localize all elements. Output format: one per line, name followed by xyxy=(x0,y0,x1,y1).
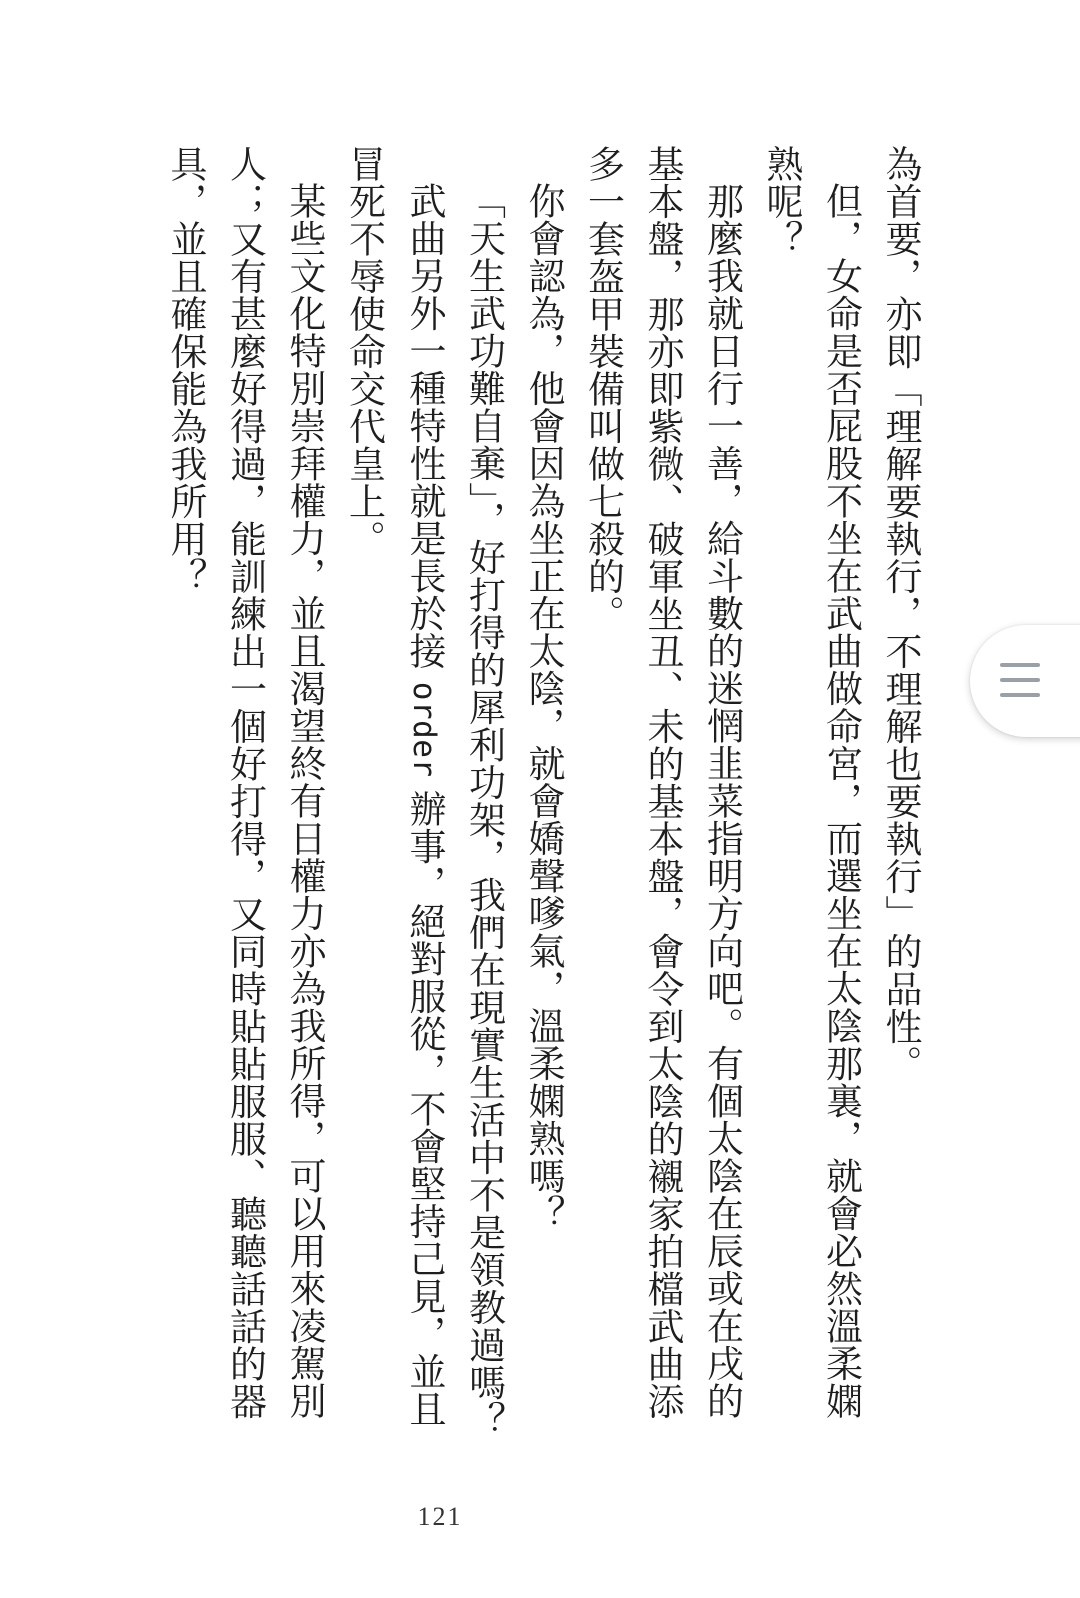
paragraph-6-part-2: 辦事，絕對服從，不會堅持己見，並且冒死不辱使命交代皇上。 xyxy=(342,145,446,1428)
paragraph-4: 你會認為，他會因為坐正在太陰，就會嬌聲嗲氣，溫柔嫻熟嗎？ xyxy=(522,182,565,1232)
body-text xyxy=(156,145,931,1445)
paragraph-6 xyxy=(334,145,454,1445)
paragraph-1: 為首要，亦即「理解要執行，不理解也要執行」的品性。 xyxy=(879,145,922,1083)
hamburger-menu-icon xyxy=(1000,663,1040,699)
paragraph-6-part-1: 武曲另外一種特性就是長於接 xyxy=(403,182,446,682)
page-number: 121 xyxy=(417,1502,463,1531)
menu-button[interactable] xyxy=(970,625,1080,737)
paragraph-7: 某些文化特別崇拜權力，並且渴望終有日權力亦為我所得，可以用來凌駕別人；又有甚麼好得過，能訓練出一個好打得，又同時貼貼服服、聽聽話話的器具，並且確保能為我所用？ xyxy=(164,145,326,1420)
paragraph-6-latin-word: order xyxy=(406,681,442,778)
paragraph-2: 但，女命是否屁股不坐在武曲做命宮，而選坐在太陰那裏，就會必然溫柔嫻熟呢？ xyxy=(760,145,863,1420)
paragraph-5: 「天生武功難自棄」，好打得的犀利功架，我們在現實生活中不是領教過嗎？ xyxy=(462,182,506,1439)
paragraph-3: 那麼我就日行一善，給斗數的迷惘韭菜指明方向吧。有個太陰在辰或在戌的基本盤，那亦即紫微、破軍坐丑、未的基本盤，會令到太陰的襯家拍檔武曲添多一套盔甲裝備叫做七殺的。 xyxy=(581,145,744,1420)
